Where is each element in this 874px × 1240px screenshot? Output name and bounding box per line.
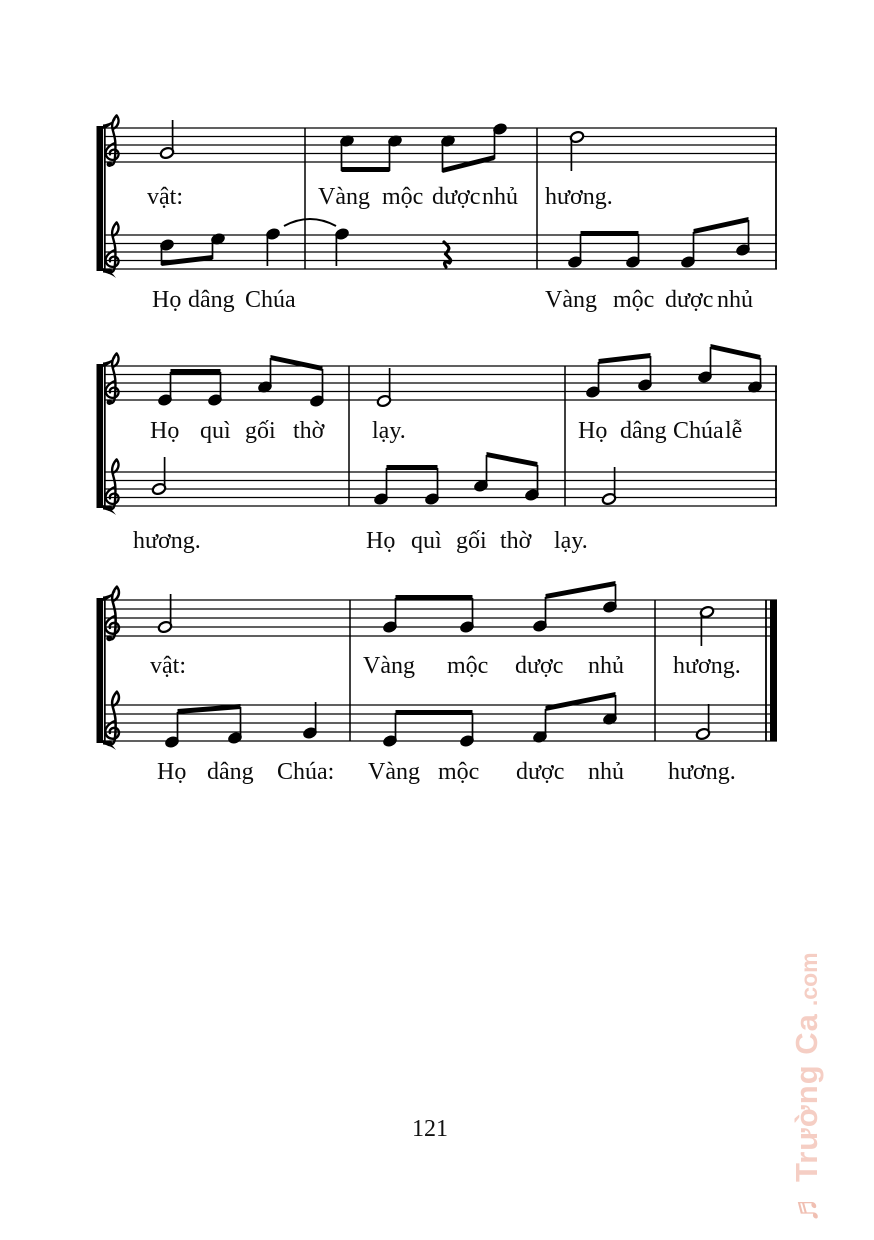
- beam: [396, 595, 473, 600]
- treble-clef-icon: [107, 505, 113, 511]
- beam: [387, 465, 438, 470]
- lyric-word: hương.: [133, 528, 201, 554]
- slur: [284, 219, 336, 226]
- beam: [546, 692, 616, 711]
- beam: [342, 167, 390, 172]
- beam: [171, 369, 221, 374]
- treble-clef-icon: [107, 399, 113, 405]
- treble-clef-icon: [107, 268, 113, 274]
- lyric-word: gối: [245, 418, 276, 444]
- lyric-word: quì: [200, 418, 231, 444]
- lyric-word: lễ: [725, 418, 743, 444]
- watermark-text: [787, 952, 826, 1223]
- lyric-word: dược: [665, 287, 714, 313]
- treble-clef-icon: [110, 223, 117, 273]
- lyric-word: vật:: [147, 184, 183, 210]
- treble-clef-icon: [106, 740, 112, 746]
- lyric-word: mộc: [613, 287, 655, 313]
- treble-clef-icon: [106, 354, 119, 406]
- lyric-word: dược: [515, 653, 564, 679]
- lyric-word: Họ: [150, 418, 180, 444]
- lyric-word: nhủ: [588, 653, 624, 679]
- lyric-word: hương.: [545, 184, 613, 210]
- treble-clef-icon: [110, 460, 117, 510]
- watermark-domain-suffix: .com: [796, 952, 822, 1007]
- treble-clef-icon: [110, 692, 117, 745]
- lyric-word: nhủ: [588, 759, 624, 785]
- lyric-word: gối: [456, 528, 487, 554]
- lyric-word: thờ: [500, 528, 532, 554]
- final-barline: [770, 600, 777, 741]
- lyric-word: thờ: [293, 418, 325, 444]
- treble-clef-icon: [106, 635, 112, 641]
- lyric-word: Họ: [366, 528, 396, 554]
- lyric-word: Vàng: [318, 184, 370, 210]
- watermark: [787, 933, 868, 1223]
- system-bracket: [97, 364, 104, 508]
- lyric-word: lạy.: [372, 418, 406, 444]
- watermark-brand: Trường Ca: [789, 1013, 824, 1182]
- page-number: 121: [412, 1116, 448, 1142]
- treble-clef-icon: [105, 692, 119, 747]
- lyric-word: Vàng: [363, 653, 415, 679]
- beam: [694, 217, 749, 234]
- beam: [487, 452, 538, 467]
- lyric-word: Họ: [152, 287, 182, 313]
- system-3: [97, 581, 778, 785]
- system-bracket: [97, 598, 104, 743]
- lyric-word: Chúa:: [277, 759, 335, 785]
- lyric-word: Chúa: [245, 287, 296, 313]
- lyric-word: dược: [516, 759, 565, 785]
- lyric-word: hương.: [668, 759, 736, 785]
- lyric-word: Vàng: [368, 759, 420, 785]
- beam: [162, 255, 213, 266]
- system-2: [97, 344, 778, 554]
- lyric-word: mộc: [382, 184, 424, 210]
- beam: [443, 155, 495, 173]
- lyric-word: dâng: [207, 759, 254, 785]
- beam: [581, 231, 639, 236]
- lyric-word: dược: [432, 184, 481, 210]
- lyric-word: mộc: [447, 653, 489, 679]
- beam: [396, 710, 473, 715]
- lyric-word: quì: [411, 528, 442, 554]
- lyric-word: Vàng: [545, 287, 597, 313]
- treble-clef-icon: [106, 223, 119, 275]
- beam: [711, 344, 761, 360]
- lyric-word: nhủ: [717, 287, 753, 313]
- lyric-word: Họ: [578, 418, 608, 444]
- system-bracket: [97, 126, 104, 271]
- lyric-word: hương.: [673, 653, 741, 679]
- treble-clef-icon: [107, 161, 113, 167]
- lyric-word: mộc: [438, 759, 480, 785]
- lyric-word: nhủ: [482, 184, 518, 210]
- beam: [599, 353, 651, 364]
- treble-clef-icon: [106, 116, 119, 168]
- beam: [271, 355, 323, 371]
- treble-clef-icon: [106, 460, 119, 512]
- lyric-word: dâng: [188, 287, 235, 313]
- treble-clef-icon: [105, 587, 119, 642]
- lyric-word: Chúa: [673, 418, 724, 444]
- lyric-word: dâng: [620, 418, 667, 444]
- lyric-word: vật:: [150, 653, 186, 679]
- beam: [546, 581, 616, 599]
- lyric-word: lạy.: [554, 528, 588, 554]
- system-1: [97, 116, 778, 314]
- quarter-rest: [444, 242, 451, 267]
- lyric-word: Họ: [157, 759, 187, 785]
- music-note-icon: ♬: [787, 1189, 825, 1223]
